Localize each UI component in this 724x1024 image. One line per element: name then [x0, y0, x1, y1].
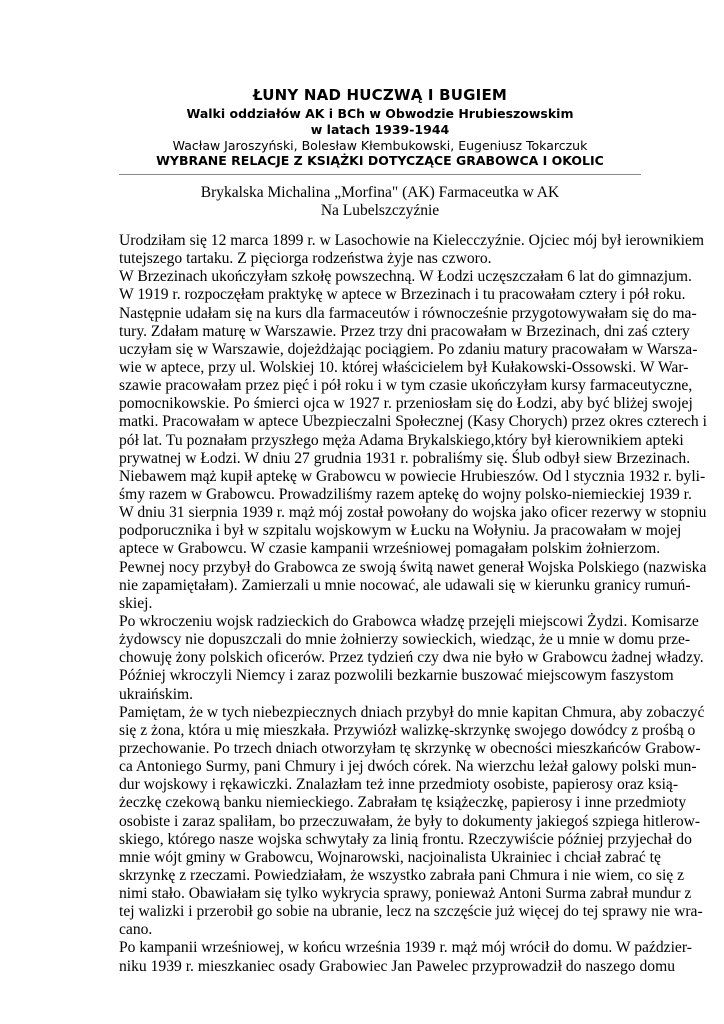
text-line: W Brzezinach ukończyłam szkołę powszechną. W Łodzi uczęszczałam 6 lat do gimnazjum.	[119, 268, 692, 286]
text-line: śmy razem w Grabowcu. Prowadziliśmy razem aptekę do wojny polsko-niemieckiej 1939 r.	[119, 485, 692, 503]
text-line: się z żona, która u mię mieszkała. Przywiózł walizkę-skrzynkę swojego dowódcy z prośbą o	[119, 721, 696, 739]
text-line: Urodziłam się 12 marca 1899 r. w Lasochowie na Kielecczyźnie. Ojciec mój był ierownikiem	[119, 232, 704, 249]
text-line: ca Antoniego Surmy, pani Chmury i jej dwóch córek. Na wierzchu leżał galowy polski mun-	[119, 758, 697, 776]
text-line: osobiste i zaraz spaliłam, bo przeczuwałam, że były to dokumenty jakiegoś szpiega hitlerow-	[119, 812, 701, 830]
text-line: Pamiętam, że w tych niebezpiecznych dniach przybył do mnie kapitan Chmura, aby zobaczyć	[119, 703, 705, 721]
text-line: W 1919 r. rozpoczęłam praktykę w aptece w Brzezinach i tu pracowałam cztery i pół roku.	[119, 286, 686, 304]
book-subtitle: Walki oddziałów AK i BCh w Obwodzie Hrubieszowskim	[186, 106, 574, 121]
account-title: Brykalska Michalina „Morfina" (AK) Farmaceutka w AK	[200, 184, 560, 201]
body-text	[119, 232, 707, 976]
text-line: żydowscy nie dopuszczali do mnie żołnierzy sowieckich, wiedząc, że u mnie w domu prze-	[119, 631, 691, 649]
text-line: przechowanie. Po trzech dniach otworzyłam tę skrzynkę w obecności mieszkańców Grabow-	[119, 739, 701, 757]
book-title: ŁUNY NAD HUCZWĄ I BUGIEM	[252, 86, 508, 104]
text-line: Następnie udałam się na kurs dla farmaceutów i równocześnie przygotowywałam się do ma-	[119, 304, 697, 322]
text-line: W dniu 31 sierpnia 1939 r. mąż mój został powołany do wojska jako oficer rezerwy w stopniu	[119, 504, 707, 522]
text-line: cano.	[119, 921, 153, 939]
text-line: Niebawem mąż kupił aptekę w Grabowcu w powiecie Hrubieszów. Od l stycznia 1932 r. byli-	[119, 467, 706, 485]
text-line: Po kampanii wrześniowej, w końcu września 1939 r. mąż mój wrócił do domu. W paździer-	[119, 939, 692, 957]
text-line: pomocnikowskie. Po śmierci ojca w 1927 r. przeniosłam się do Łodzi, aby być bliżej swojej	[119, 395, 693, 413]
book-authors: Wacław Jaroszyński, Bolesław Kłembukowski, Eugeniusz Tokarczuk	[172, 138, 588, 153]
text-line: tej walizki i przerobił go sobie na ubranie, lecz na szczęście już więcej do tej sprawy nie wra-	[119, 903, 703, 921]
text-line: mnie wójt gminy w Grabowcu, Wojnarowski, nacjoinalista Ukrainiec i chciał zabrać tę	[119, 848, 661, 866]
text-line: skrzynkę z rzeczami. Powiedziałam, że wszystko zabrała pani Chmura i nie wiem, co się z	[119, 866, 685, 884]
text-line: tury. Zdałam maturę w Warszawie. Przez trzy dni pracowałam w Brzezinach, dni zaś cztery	[119, 322, 690, 340]
text-line: niku 1939 r. mieszkaniec osady Grabowiec Jan Pawelec przyprowadził do naszego domu	[119, 957, 676, 975]
text-line: Pewnej nocy przybył do Grabowca ze swoją świtą nawet generał Wojska Polskiego (nazwiska	[119, 558, 707, 576]
text-line: nie zapamiętałam). Zamierzali u mnie nocować, ale udawali się w kierunku granicy rumuń-	[119, 576, 691, 594]
text-line: podporucznika i był w szpitalu wojskowym w Łucku na Wołyniu. Ja pracowałam w mojej	[119, 522, 682, 540]
text-line: chowuję żony polskich oficerów. Przez tydzień czy dwa nie było w Grabowcu żadnej władzy.	[119, 649, 704, 667]
text-line: wie w aptece, przy ul. Wolskiej 10. której właścicielem był Kułakowski-Ossowski. W War-	[119, 358, 689, 376]
account-title-region: Na Lubelszczyźnie	[320, 202, 440, 219]
book-subtitle-years: w latach 1939-1944	[310, 122, 450, 137]
text-line: dur wojskowy i rękawiczki. Znalazłam też inne przedmioty osobiste, papierosy oraz ksią-	[119, 776, 679, 794]
text-line: aptece w Grabowcu. W czasie kampanii wrześniowej pomagałam polskim żołnierzom.	[119, 540, 661, 558]
text-line: żeczkę czekową banku niemieckiego. Zabrałam tę książeczkę, papierosy i inne przedmioty	[119, 794, 687, 812]
text-line: uczyłam się w Warszawie, dojeżdżając pociągiem. Po zdaniu matury pracowałam w Warsza-	[119, 340, 698, 358]
selection-note: WYBRANE RELACJE Z KSIĄŻKI DOTYCZĄCE GRABOWCA I OKOLIC	[156, 153, 604, 168]
text-line: ukraińskim.	[119, 685, 194, 703]
text-line: Później wkroczyli Niemcy i zaraz pozwolili bezkarnie buszować miejscowym faszystom	[119, 667, 674, 685]
text-line: szawie pracowałam przez pięć i pół roku i w tym czasie ukończyłam kursy farmaceutyczne,	[119, 377, 693, 395]
text-line: matki. Pracowałam w aptece Ubezpieczalni Społecznej (Kasy Chorych) przez okres czterech i	[119, 413, 707, 431]
header-divider	[119, 174, 641, 175]
text-line: Po wkroczeniu wojsk radzieckich do Grabowca władzę przejęli miejscowi Żydzi. Komisarze	[119, 612, 699, 630]
text-line: tutejszego tartaku. Z pięciorga rodzeństwa żyje nas czworo.	[119, 250, 492, 268]
text-line: skiego, którego nasze wojska schwytały za linią frontu. Rzeczywiście później przyjechał do	[119, 830, 692, 848]
text-line: nimi stało. Obawiałam się tylko wykrycia sprawy, ponieważ Antoni Surma zabrał mundur z	[119, 885, 692, 903]
text-line: prywatnej w Łodzi. W dniu 27 grudnia 1931 r. pobraliśmy się. Ślub odbył siew Brzezinach.	[119, 449, 691, 467]
text-line: skiej.	[119, 594, 153, 612]
text-line: pół lat. Tu poznałam przyszłego męża Adama Brykalskiego,który był kierownikiem apteki	[119, 431, 684, 449]
